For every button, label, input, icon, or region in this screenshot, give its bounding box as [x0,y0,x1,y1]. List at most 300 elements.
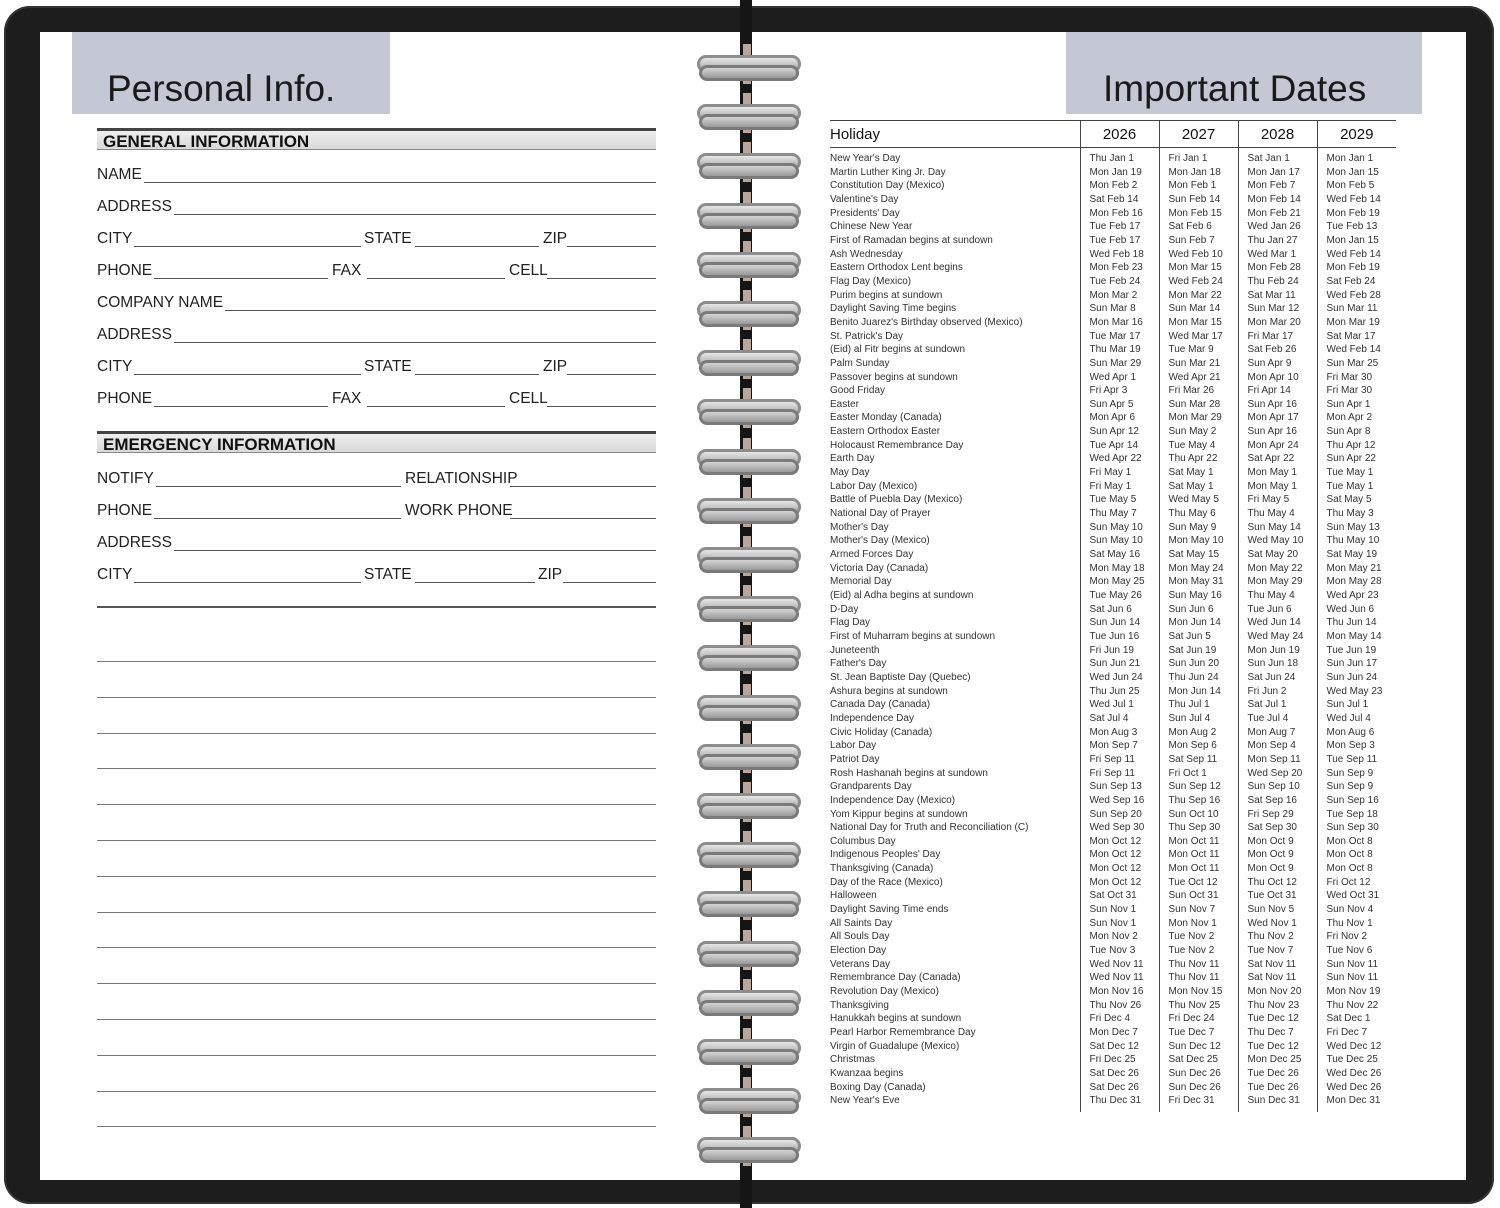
holiday-date: Wed Oct 31 [1317,889,1396,903]
holiday-name: Election Day [830,945,887,957]
table-row [830,148,1396,166]
notify-field[interactable] [151,486,401,487]
holiday-date: Sat Dec 1 [1317,1012,1396,1026]
holiday-date: Mon Jan 1 [1317,148,1396,166]
holiday-name: Good Friday [830,385,886,397]
holiday-date: Thu Apr 22 [1159,452,1238,466]
table-row [830,835,1396,849]
holiday-name: Thanksgiving (Canada) [830,863,934,875]
holiday-date: Wed Feb 10 [1159,248,1238,262]
holiday-date: Mon Nov 19 [1317,985,1396,999]
holiday-name: Remembrance Day (Canada) [830,972,961,984]
emergency-information-heading: EMERGENCY INFORMATION [97,431,656,453]
holiday-date: Mon Feb 28 [1238,261,1317,275]
holiday-date: Mon Jan 17 [1238,166,1317,180]
holiday-date: Mon Oct 12 [1080,862,1159,876]
spiral-coil [695,739,799,769]
holiday-date: Mon Feb 14 [1238,193,1317,207]
holiday-date: Mon Apr 6 [1080,411,1159,425]
holiday-date: Wed Apr 1 [1080,371,1159,385]
holiday-name: Holocaust Remembrance Day [830,439,964,451]
holiday-date: Tue May 1 [1317,480,1396,494]
holiday-name: Easter [830,398,859,410]
emergency-city-field[interactable] [133,582,361,583]
phone-fax-cell-row [97,259,656,279]
holiday-date: Mon Mar 15 [1159,261,1238,275]
holiday-name: Easter Monday (Canada) [830,412,942,424]
emergency-zip-field[interactable] [563,582,656,583]
name-field[interactable] [143,182,656,183]
holiday-name: All Saints Day [830,917,893,929]
holiday-date: Wed Jun 14 [1238,616,1317,630]
holiday-date: Fri Apr 3 [1080,384,1159,398]
table-row [830,261,1396,275]
holiday-date: Sat May 15 [1159,548,1238,562]
holiday-date: Sun Dec 26 [1159,1081,1238,1095]
holiday-date: Sat Dec 12 [1080,1040,1159,1054]
emergency-phone-field[interactable] [151,518,401,519]
holiday-date: Mon Oct 11 [1159,835,1238,849]
company-city-label: CITY [97,358,133,375]
holiday-date: Mon May 22 [1238,562,1317,576]
spiral-coil [695,296,799,326]
holiday-date: Wed May 23 [1317,685,1396,699]
holiday-date: Sat Feb 24 [1317,275,1396,289]
holiday-date: Sun Sep 20 [1080,808,1159,822]
company-name-label: COMPANY NAME [97,294,224,311]
company-cell-field[interactable] [547,406,656,407]
holiday-date: Sun Nov 1 [1080,903,1159,917]
table-row [830,439,1396,453]
personal-info-title: Personal Info. [107,68,336,109]
holiday-name: Daylight Saving Time begins [830,303,957,315]
holiday-date: Thu Mar 19 [1080,343,1159,357]
emergency-state-label: STATE [364,566,412,583]
company-address-label: ADDRESS [97,326,172,343]
emergency-state-field[interactable] [415,582,535,583]
table-row [830,452,1396,466]
holiday-date: Tue Mar 9 [1159,343,1238,357]
note-line[interactable] [97,947,656,948]
holiday-date: Mon Feb 15 [1159,207,1238,221]
holiday-date: Mon Nov 15 [1159,985,1238,999]
spiral-coil [695,640,799,670]
table-row [830,398,1396,412]
company-state-field[interactable] [415,374,539,375]
holiday-date: Sat May 20 [1238,548,1317,562]
table-row [830,330,1396,344]
holiday-name: St. Patrick's Day [830,330,904,342]
holiday-name: Presidents' Day [830,207,900,219]
holiday-date: Tue Dec 7 [1159,1026,1238,1040]
holiday-date: Fri Sep 11 [1080,753,1159,767]
spiral-coil [695,444,799,474]
holiday-date: Sun Sep 9 [1317,767,1396,781]
table-row [830,726,1396,740]
note-line[interactable] [97,1019,656,1020]
table-row [830,1053,1396,1067]
table-row [830,1094,1396,1112]
holiday-name: Battle of Puebla Day (Mexico) [830,494,963,506]
holiday-date: Mon Feb 19 [1317,207,1396,221]
holiday-date: Mon Jan 18 [1159,166,1238,180]
spiral-coil [695,542,799,572]
holiday-date: Sun May 9 [1159,521,1238,535]
holiday-date: Mon Nov 16 [1080,985,1159,999]
holiday-date: Mon Aug 3 [1080,726,1159,740]
company-name-row [97,291,656,311]
holiday-date: Mon Feb 5 [1317,179,1396,193]
spiral-coil [695,394,799,424]
table-row [830,698,1396,712]
holiday-date: Sun Sep 12 [1159,780,1238,794]
table-row [830,411,1396,425]
holiday-date: Sat May 16 [1080,548,1159,562]
table-row [830,753,1396,767]
holiday-name: Flag Day (Mexico) [830,275,912,287]
holiday-date: Sun Apr 1 [1317,398,1396,412]
holiday-date: Wed Nov 1 [1238,917,1317,931]
table-row [830,999,1396,1013]
holiday-date: Fri May 1 [1080,466,1159,480]
holiday-date: Thu Nov 11 [1159,958,1238,972]
company-address-row [97,323,656,343]
address-row [97,195,656,215]
holiday-date: Sun Feb 7 [1159,234,1238,248]
holiday-date: Tue Oct 12 [1159,876,1238,890]
zip-field[interactable] [567,246,656,247]
holiday-date: Sun Mar 14 [1159,302,1238,316]
holiday-date: Sat Apr 22 [1238,452,1317,466]
note-line[interactable] [97,840,656,841]
cell-label: CELL [509,262,548,279]
holiday-date: Thu May 3 [1317,507,1396,521]
holiday-date: Fri Dec 31 [1159,1094,1238,1112]
holiday-date: Sun Jun 14 [1080,616,1159,630]
holiday-name: Patriot Day [830,753,880,765]
company-city-state-zip-row [97,355,656,375]
holiday-name: Constitution Day (Mexico) [830,180,945,192]
holiday-date: Sat Feb 14 [1080,193,1159,207]
table-row [830,971,1396,985]
holiday-date: Mon Feb 1 [1159,179,1238,193]
holiday-date: Tue Jun 16 [1080,630,1159,644]
holiday-date: Mon Apr 17 [1238,411,1317,425]
table-row [830,507,1396,521]
holiday-date: Tue Feb 24 [1080,275,1159,289]
holiday-date: Wed Dec 26 [1317,1067,1396,1081]
holiday-name: Benito Juarez's Birthday observed (Mexico) [830,316,1023,328]
holiday-date: Mon Oct 9 [1238,835,1317,849]
holiday-date: Wed Feb 14 [1317,248,1396,262]
important-dates-title: Important Dates [1103,68,1367,109]
holiday-date: Sat Jul 1 [1238,698,1317,712]
holiday-date: Tue May 4 [1159,439,1238,453]
city-field[interactable] [133,246,361,247]
holiday-date: Sun Sep 13 [1080,780,1159,794]
holiday-name: Flag Day [830,617,871,629]
holiday-date: Mon Apr 10 [1238,371,1317,385]
holiday-date: Tue Feb 17 [1080,234,1159,248]
holiday-date: Mon Mar 29 [1159,411,1238,425]
holiday-date: Mon Jun 19 [1238,644,1317,658]
fax-field[interactable] [367,278,505,279]
holiday-date: Sun Nov 11 [1317,971,1396,985]
holiday-date: Tue Nov 3 [1080,944,1159,958]
holiday-date: Wed Feb 14 [1317,343,1396,357]
holiday-name: Juneteenth [830,644,880,656]
table-row [830,958,1396,972]
important-dates-tab [1066,32,1422,114]
holiday-name: Revolution Day (Mexico) [830,986,939,998]
important-dates-page [752,32,1466,1180]
phone-field[interactable] [150,278,328,279]
holiday-date: Tue Dec 12 [1238,1012,1317,1026]
holiday-name: Independence Day [830,712,914,724]
address-field[interactable] [164,214,656,215]
table-row [830,903,1396,917]
holiday-date: Tue Dec 12 [1238,1040,1317,1054]
note-line[interactable] [97,804,656,805]
holiday-date: Fri Nov 2 [1317,930,1396,944]
holiday-name: D-Day [830,603,859,615]
holiday-date: Mon May 1 [1238,480,1317,494]
holiday-date: Fri Jun 19 [1080,644,1159,658]
holiday-date: Sat Sep 16 [1238,794,1317,808]
holiday-date: Thu Nov 22 [1317,999,1396,1013]
holiday-name: Christmas [830,1054,876,1066]
work-phone-field[interactable] [510,518,656,519]
note-line[interactable] [97,876,656,877]
holiday-date: Mon Sep 6 [1159,739,1238,753]
spiral-coil [695,99,799,129]
holiday-date: Tue Feb 13 [1317,220,1396,234]
holiday-date: Thu May 7 [1080,507,1159,521]
table-row [830,1026,1396,1040]
holiday-date: Sun Nov 4 [1317,903,1396,917]
company-fax-label: FAX [332,390,362,407]
note-line[interactable] [97,768,656,769]
holiday-date: Mon May 24 [1159,562,1238,576]
holiday-date: Mon May 25 [1080,575,1159,589]
holiday-name: Halloween [830,890,877,902]
holiday-date: Sun Apr 9 [1238,357,1317,371]
holiday-date: Mon May 10 [1159,534,1238,548]
holiday-date: Thu May 4 [1238,589,1317,603]
holiday-date: Sun Jul 4 [1159,712,1238,726]
holiday-date: Thu Dec 7 [1238,1026,1317,1040]
holiday-name: New Year's Eve [830,1095,900,1107]
spiral-coil [695,50,799,80]
holiday-date: Fri Mar 17 [1238,330,1317,344]
table-row [830,466,1396,480]
holiday-date: Wed Mar 17 [1159,330,1238,344]
holiday-name: Eastern Orthodox Lent begins [830,262,963,274]
holiday-date: Sun Apr 16 [1238,425,1317,439]
holiday-name: Armed Forces Day [830,549,914,561]
holiday-name: Rosh Hashanah begins at sundown [830,767,988,779]
holiday-name: Independence Day (Mexico) [830,794,956,806]
holiday-date: Mon Oct 11 [1159,862,1238,876]
holiday-date: Sun Jun 18 [1238,657,1317,671]
holiday-date: Fri Oct 12 [1317,876,1396,890]
table-row [830,848,1396,862]
holiday-date: Sat Sep 11 [1159,753,1238,767]
holiday-name: Victoria Day (Canada) [830,562,929,574]
holiday-name: Columbus Day [830,835,896,847]
note-line[interactable] [97,1126,656,1127]
table-row [830,780,1396,794]
holiday-date: Thu Nov 25 [1159,999,1238,1013]
holiday-date: Tue Nov 7 [1238,944,1317,958]
holiday-date: Mon Jun 14 [1159,685,1238,699]
spiral-coil [695,837,799,867]
table-row [830,316,1396,330]
holiday-date: Mon May 21 [1317,562,1396,576]
relationship-field[interactable] [510,486,656,487]
holiday-date: Mon Jan 19 [1080,166,1159,180]
holiday-name: Civic Holiday (Canada) [830,726,933,738]
table-row [830,589,1396,603]
holiday-date: Thu Oct 12 [1238,876,1317,890]
company-name-field[interactable] [225,310,656,311]
holiday-date: Sun Sep 10 [1238,780,1317,794]
holiday-date: Mon Feb 19 [1317,261,1396,275]
company-phone-fax-cell-row [97,387,656,407]
holiday-date: Wed Feb 18 [1080,248,1159,262]
holiday-column-header: Holiday [830,121,1080,148]
note-line[interactable] [97,983,656,984]
holiday-date: Mon Sep 11 [1238,753,1317,767]
note-line[interactable] [97,697,656,698]
company-city-field[interactable] [133,374,361,375]
holiday-date: Wed Jun 24 [1080,671,1159,685]
note-line[interactable] [97,1055,656,1056]
holiday-date: Fri Sep 11 [1080,767,1159,781]
holiday-name: Indigenous Peoples' Day [830,849,941,861]
table-row [830,917,1396,931]
holiday-date: Sat Mar 11 [1238,289,1317,303]
holiday-date: Mon Mar 22 [1159,289,1238,303]
emergency-phone-row [97,499,656,519]
holiday-date: Sun Jun 20 [1159,657,1238,671]
company-phone-label: PHONE [97,390,153,407]
holiday-date: Thu Sep 16 [1159,794,1238,808]
holiday-name: Veterans Day [830,958,891,970]
table-row [830,493,1396,507]
holiday-date: Tue Nov 6 [1317,944,1396,958]
holiday-date: Wed Mar 1 [1238,248,1317,262]
holiday-date: Mon Jun 14 [1159,616,1238,630]
holiday-date: Sun Oct 10 [1159,808,1238,822]
holiday-date: Wed Nov 11 [1080,958,1159,972]
notify-row [97,467,656,487]
emergency-address-field[interactable] [164,550,656,551]
holiday-date: Mon Apr 2 [1317,411,1396,425]
holiday-date: Sun Oct 31 [1159,889,1238,903]
holiday-date: Thu Jul 1 [1159,698,1238,712]
table-row [830,644,1396,658]
company-fax-field[interactable] [367,406,505,407]
holiday-date: Mon Nov 1 [1159,917,1238,931]
holiday-date: Fri Dec 25 [1080,1053,1159,1067]
table-row [830,1040,1396,1054]
holiday-date: Sun Mar 11 [1317,302,1396,316]
holiday-date: Fri Sep 29 [1238,808,1317,822]
holiday-date: Sun Dec 31 [1238,1094,1317,1112]
holiday-date: Mon Mar 16 [1080,316,1159,330]
table-row [830,630,1396,644]
holiday-name: Mother's Day (Mexico) [830,535,930,547]
state-label: STATE [364,230,412,247]
emergency-address-label: ADDRESS [97,534,172,551]
note-line[interactable] [97,661,656,662]
company-zip-field[interactable] [567,374,656,375]
holiday-date: Sat Dec 26 [1080,1067,1159,1081]
company-address-field[interactable] [164,342,656,343]
holiday-name: Martin Luther King Jr. Day [830,166,946,178]
holiday-name: National Day of Prayer [830,508,931,520]
general-information-heading: GENERAL INFORMATION [97,128,656,150]
holiday-name: May Day [830,467,870,479]
holiday-date: Thu Feb 24 [1238,275,1317,289]
holiday-date: Fri Mar 30 [1317,371,1396,385]
holiday-date: Thu Apr 12 [1317,439,1396,453]
holiday-date: Thu Nov 11 [1159,971,1238,985]
spiral-coil [695,985,799,1015]
holiday-date: Mon May 14 [1317,630,1396,644]
table-row [830,521,1396,535]
holiday-date: Sun Jun 6 [1159,603,1238,617]
holiday-date: Fri Oct 1 [1159,767,1238,781]
holiday-date: Mon Mar 2 [1080,289,1159,303]
holiday-date: Mon Mar 19 [1317,316,1396,330]
holiday-date: Mon Feb 7 [1238,179,1317,193]
holiday-date: Wed Feb 14 [1317,193,1396,207]
spiral-coil [695,493,799,523]
phone-label: PHONE [97,262,153,279]
holiday-date: Wed Dec 12 [1317,1040,1396,1054]
cell-field[interactable] [547,278,656,279]
holiday-date: Fri Dec 24 [1159,1012,1238,1026]
holiday-date: Mon Sep 7 [1080,739,1159,753]
spiral-coil [695,788,799,818]
table-row [830,302,1396,316]
note-line[interactable] [97,1091,656,1092]
holiday-date: Thu Nov 23 [1238,999,1317,1013]
holiday-date: Tue Feb 17 [1080,220,1159,234]
spiral-coil [695,1083,799,1113]
holiday-date: Tue Mar 17 [1080,330,1159,344]
fax-label: FAX [332,262,362,279]
spiral-coil [695,886,799,916]
holiday-name: Eastern Orthodox Easter [830,426,941,438]
holiday-date: Tue Sep 18 [1317,808,1396,822]
holiday-date: Sun Mar 25 [1317,357,1396,371]
company-phone-field[interactable] [150,406,328,407]
holiday-date: Mon May 18 [1080,562,1159,576]
holiday-date: Sun Mar 21 [1159,357,1238,371]
holiday-date: Sun Apr 12 [1080,425,1159,439]
state-field[interactable] [415,246,539,247]
note-line[interactable] [97,733,656,734]
holiday-date: Mon Oct 8 [1317,862,1396,876]
holiday-date: Sun Nov 7 [1159,903,1238,917]
holiday-date: Sun May 10 [1080,521,1159,535]
holiday-date: Tue Nov 2 [1159,944,1238,958]
holiday-date: Sun Sep 30 [1317,821,1396,835]
note-line[interactable] [97,912,656,913]
